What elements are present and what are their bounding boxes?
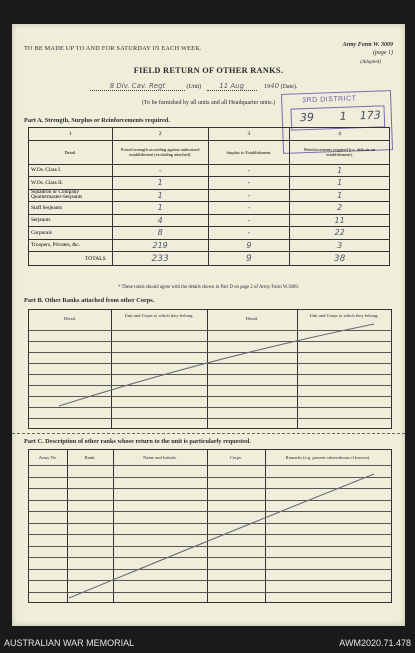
part-a-totals-row — [29, 252, 390, 266]
row-detail: W.Os. Class I. — [29, 164, 113, 177]
part-a-row — [29, 214, 390, 227]
stamp-value-1: 39 — [299, 110, 315, 125]
stamp-value-2: 1 — [339, 109, 348, 123]
footer-accession: AWM2020.71.478 — [339, 638, 411, 648]
unit-value: 8 Div. Cav. Regt — [90, 82, 185, 91]
row-detail: Serjeants — [29, 214, 113, 227]
col-header-posted: Posted strength according against authorized establishment (excluding attached). — [112, 140, 208, 164]
col-number: 2 — [112, 128, 208, 141]
part-a-header-row — [29, 140, 390, 164]
row-reinforcements: 1 — [290, 177, 390, 190]
row-posted: - — [112, 164, 208, 177]
row-detail: W.Os. Class II. — [29, 177, 113, 190]
totals-label: TOTALS — [29, 252, 113, 266]
row-reinforcements: 3 — [290, 239, 390, 252]
row-posted: 4 — [112, 214, 208, 227]
part-b-grid — [28, 309, 392, 429]
col-number: 3 — [208, 128, 290, 141]
row-reinforcements: 1 — [290, 164, 390, 177]
row-posted: 8 — [112, 227, 208, 240]
part-a-row — [29, 189, 390, 202]
row-detail: Staff Serjeants — [29, 202, 113, 215]
year-prefix: 19 — [264, 84, 271, 90]
col-header-surplus: Surplus to Establishment. — [208, 140, 290, 164]
part-c-col-corps: Corps. — [229, 455, 243, 460]
col-number: 4 — [290, 128, 390, 141]
row-reinforcements: 22 — [290, 227, 390, 240]
unit-date-line — [90, 82, 297, 91]
part-a-row — [29, 202, 390, 215]
part-a-row — [29, 227, 390, 240]
part-c-title: Part C. Description of other ranks whose return to the unit is particularly requested. — [24, 438, 251, 445]
row-reinforcements: 1 — [290, 189, 390, 202]
date-value: 11 Aug — [207, 82, 257, 91]
row-posted: 1 — [112, 177, 208, 190]
perforation-line — [12, 433, 405, 434]
part-a-number-row — [29, 128, 390, 141]
part-a-table — [28, 127, 390, 266]
row-surplus: - — [208, 227, 290, 240]
part-c-col-remarks: Remarks (e.g. present whereabouts if known). — [285, 455, 371, 460]
row-surplus: - — [208, 189, 290, 202]
row-posted: 1 — [112, 189, 208, 202]
form-note: (Adapted) — [360, 59, 381, 65]
part-b-title: Part B. Other Ranks attached from other Corps. — [24, 297, 155, 304]
totals-posted: 233 — [112, 252, 208, 266]
form-instruction: TO BE MADE UP TO AND FOR SATURDAY IN EACH WEEK. — [24, 45, 202, 52]
row-detail: Troopers, Privates, &c. — [29, 239, 113, 252]
cancel-stroke — [29, 450, 391, 602]
part-b-col-unit-2: Unit and Corps to which they belong. — [309, 313, 379, 318]
row-surplus: - — [208, 164, 290, 177]
row-reinforcements: 2 — [290, 202, 390, 215]
row-posted: 1 — [112, 202, 208, 215]
unit-label: (Unit) — [186, 84, 202, 90]
part-a-row — [29, 177, 390, 190]
part-a-title: Part A. Strength, Surplus or Reinforcements required. — [24, 117, 170, 124]
stamp-title: 3RD DISTRICT — [302, 95, 357, 105]
form-number-block — [343, 41, 393, 57]
row-surplus: - — [208, 214, 290, 227]
row-surplus: 9 — [208, 239, 290, 252]
part-c-col-rank: Rank. — [84, 455, 96, 460]
cancel-stroke — [29, 310, 391, 428]
form-number: Army Form W. 3009 — [342, 42, 393, 48]
row-surplus: - — [208, 177, 290, 190]
totals-surplus: 9 — [208, 252, 290, 266]
row-detail: Corporals — [29, 227, 113, 240]
part-c-col-name: Name and Initials. — [143, 455, 177, 460]
col-header-reinforcements: Reinforcements required (i.e. deficits on establishment). — [290, 140, 390, 164]
part-b-col-detail: Detail. — [63, 316, 77, 321]
col-number: 1 — [29, 128, 113, 141]
date-label: (Date). — [280, 84, 298, 90]
row-detail: Squadron or Company Quartermaster-Serjeants — [29, 189, 113, 202]
col-header-detail: Detail. — [29, 140, 113, 164]
form-page: (page 1) — [372, 50, 393, 56]
part-a-row — [29, 164, 390, 177]
part-b-col-detail-2: Detail. — [245, 316, 259, 321]
furnish-note: (To be furnished by all units and all Headquarter units.) — [141, 100, 276, 106]
part-a-row — [29, 239, 390, 252]
row-reinforcements: 11 — [290, 214, 390, 227]
form-title: FIELD RETURN OF OTHER RANKS. — [133, 66, 284, 75]
footer-credit: AUSTRALIAN WAR MEMORIAL — [4, 638, 135, 648]
stamp-value-3: 173 — [359, 108, 382, 123]
totals-reinforcements: 38 — [290, 252, 390, 266]
part-c-col-army-no: Army No. — [38, 455, 58, 460]
part-c-grid — [28, 449, 392, 603]
year-value: 40 — [270, 82, 280, 90]
form-sheet — [12, 24, 405, 626]
row-posted: 219 — [112, 239, 208, 252]
part-a-footnote: * These totals should agree with the details shown in Part D on page 2 of Army Form W.3009. — [118, 285, 299, 290]
row-surplus: - — [208, 202, 290, 215]
part-a-rows — [29, 164, 390, 252]
part-b-col-unit: Unit and Corps to which they belong. — [124, 313, 194, 318]
